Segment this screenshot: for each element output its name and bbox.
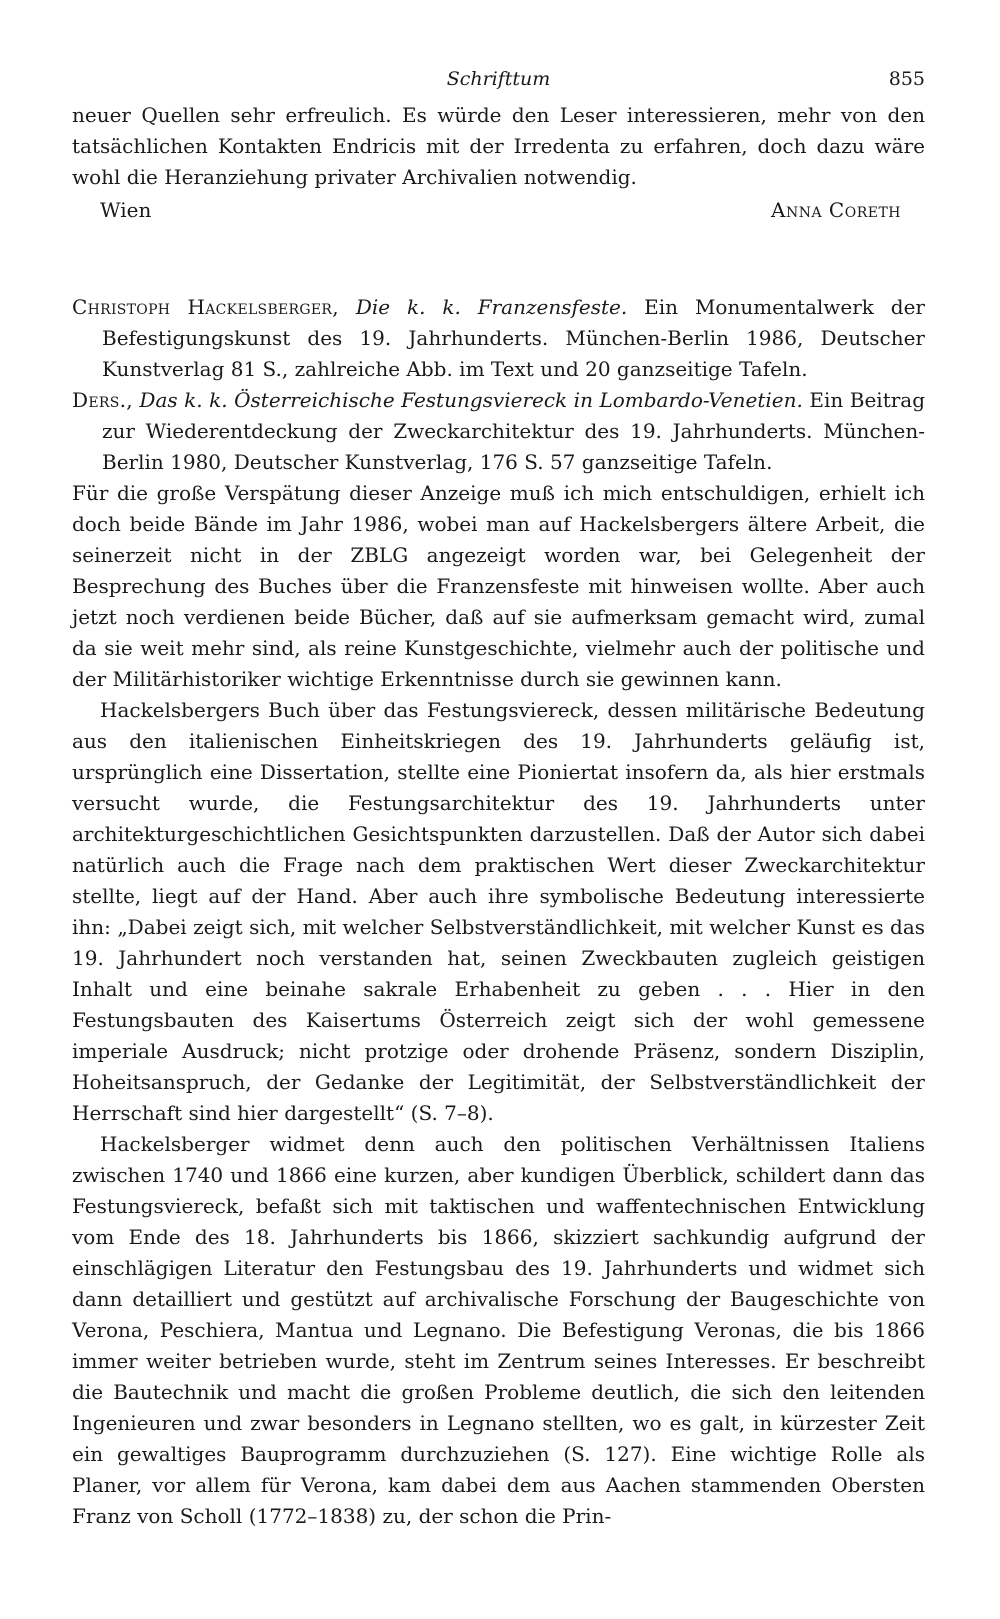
previous-review-ending (72, 100, 925, 193)
bib-author: Ders., (72, 388, 133, 412)
section-gap (72, 226, 925, 292)
bib-details: Ein Monumentalwerk der Befestigungskunst des 19. Jahrhunderts. München-Berlin 1986, Deutscher Kunstverlag 81 S., zahlreiche Abb. im Text und 20 ganzseitige Tafeln. (102, 295, 925, 381)
page-number: 855 (888, 68, 925, 90)
signature-author: Anna Coreth (771, 198, 901, 222)
signature-place: Wien (100, 198, 152, 222)
bib-details: Ein Beitrag zur Wiederentdeckung der Zweckarchitektur des 19. Jahrhunderts. München-Berlin 1980, Deutscher Kunstverlag, 176 S. 57 ganzseitige Tafeln. (102, 388, 926, 474)
bibliography-entry (72, 385, 925, 478)
previous-review-text: neuer Quellen sehr erfreulich. Es würde den Leser interessieren, mehr von den tatsächlichen Kontakten Endricis mit der Irredenta zu erfahren, doch dazu wäre wohl die Heranziehung privater Archivalien notwendig. (72, 103, 925, 189)
bib-author: Christoph Hackelsberger, (72, 295, 339, 319)
document-page (72, 60, 925, 1532)
bib-title: Das k. k. Österreichische Festungsviereck in Lombardo-Venetien. (139, 388, 803, 412)
review-paragraph: Für die große Verspätung dieser Anzeige muß ich mich entschuldigen, erhielt ich doch beide Bände im Jahr 1986, wobei man auf Hackelsbergers ältere Arbeit, die seinerzeit nicht in der ZBLG angezeigt worden war, bei Gelegenheit der Besprechung des Buches über die Franzensfeste mit hinweisen wollte. Aber auch jetzt noch verdienen beide Bücher, daß auf sie aufmerksam gemacht wird, zumal da sie weit mehr sind, als reine Kunstgeschichte, vielmehr auch der politische und der Militärhistoriker wichtige Erkenntnisse durch sie gewinnen kann. (72, 481, 925, 691)
header-title: Schrifttum (446, 68, 551, 90)
running-header (72, 60, 925, 100)
bibliography-entry (72, 292, 925, 385)
bibliography (72, 292, 925, 478)
review-body (72, 478, 925, 1532)
bib-title: Die k. k. Franzensfeste. (355, 295, 628, 319)
review-paragraph: Hackelsbergers Buch über das Festungsviereck, dessen militärische Bedeutung aus den italienischen Einheitskriegen des 19. Jahrhunderts geläufig ist, ursprünglich eine Dissertation, stellte eine Pioniertat insofern da, als hier erstmals versucht wurde, die Festungsarchitektur des 19. Jahrhunderts unter architekturgeschichtlichen Gesichtspunkten darzustellen. Daß der Autor sich dabei natürlich auch die Frage nach dem praktischen Wert dieser Zweckarchitektur stellte, liegt auf der Hand. Aber auch ihre symbolische Bedeutung interessierte ihn: „Dabei zeigt sich, mit welcher Selbstverständlichkeit, mit welcher Kunst es das 19. Jahrhundert noch verstanden hat, seinen Zweckbauten zugleich geistigen Inhalt und eine beinahe sakrale Erhabenheit zu geben . . . Hier in den Festungsbauten des Kaisertums Österreich zeigt sich der wohl gemessene imperiale Ausdruck; nicht protzige oder drohende Präsenz, sondern Disziplin, Hoheitsanspruch, der Gedanke der Legitimität, der Selbstverständlichkeit der Herrschaft sind hier dargestellt“ (S. 7–8). (72, 698, 925, 1125)
previous-review-signature (72, 195, 925, 226)
review-paragraph: Hackelsberger widmet denn auch den politischen Verhältnissen Italiens zwischen 1740 und 1866 eine kurzen, aber kundigen Überblick, schildert dann das Festungsviereck, befaßt sich mit taktischen und waffentechnischen Entwicklung vom Ende des 18. Jahrhunderts bis 1866, skizziert sachkundig aufgrund der einschlägigen Literatur den Festungsbau des 19. Jahrhunderts und widmet sich dann detailliert und gestützt auf archivalische Forschung der Baugeschichte von Verona, Peschiera, Mantua und Legnano. Die Befestigung Veronas, die bis 1866 immer weiter betrieben wurde, steht im Zentrum seines Interesses. Er beschreibt die Bautechnik und macht die großen Probleme deutlich, die sich den leitenden Ingenieuren und zwar besonders in Legnano stellten, wo es galt, in kürzester Zeit ein gewaltiges Bauprogramm durchzuziehen (S. 127). Eine wichtige Rolle als Planer, vor allem für Verona, kam dabei dem aus Aachen stammenden Obersten Franz von Scholl (1772–1838) zu, der schon die Prin- (72, 1132, 925, 1528)
